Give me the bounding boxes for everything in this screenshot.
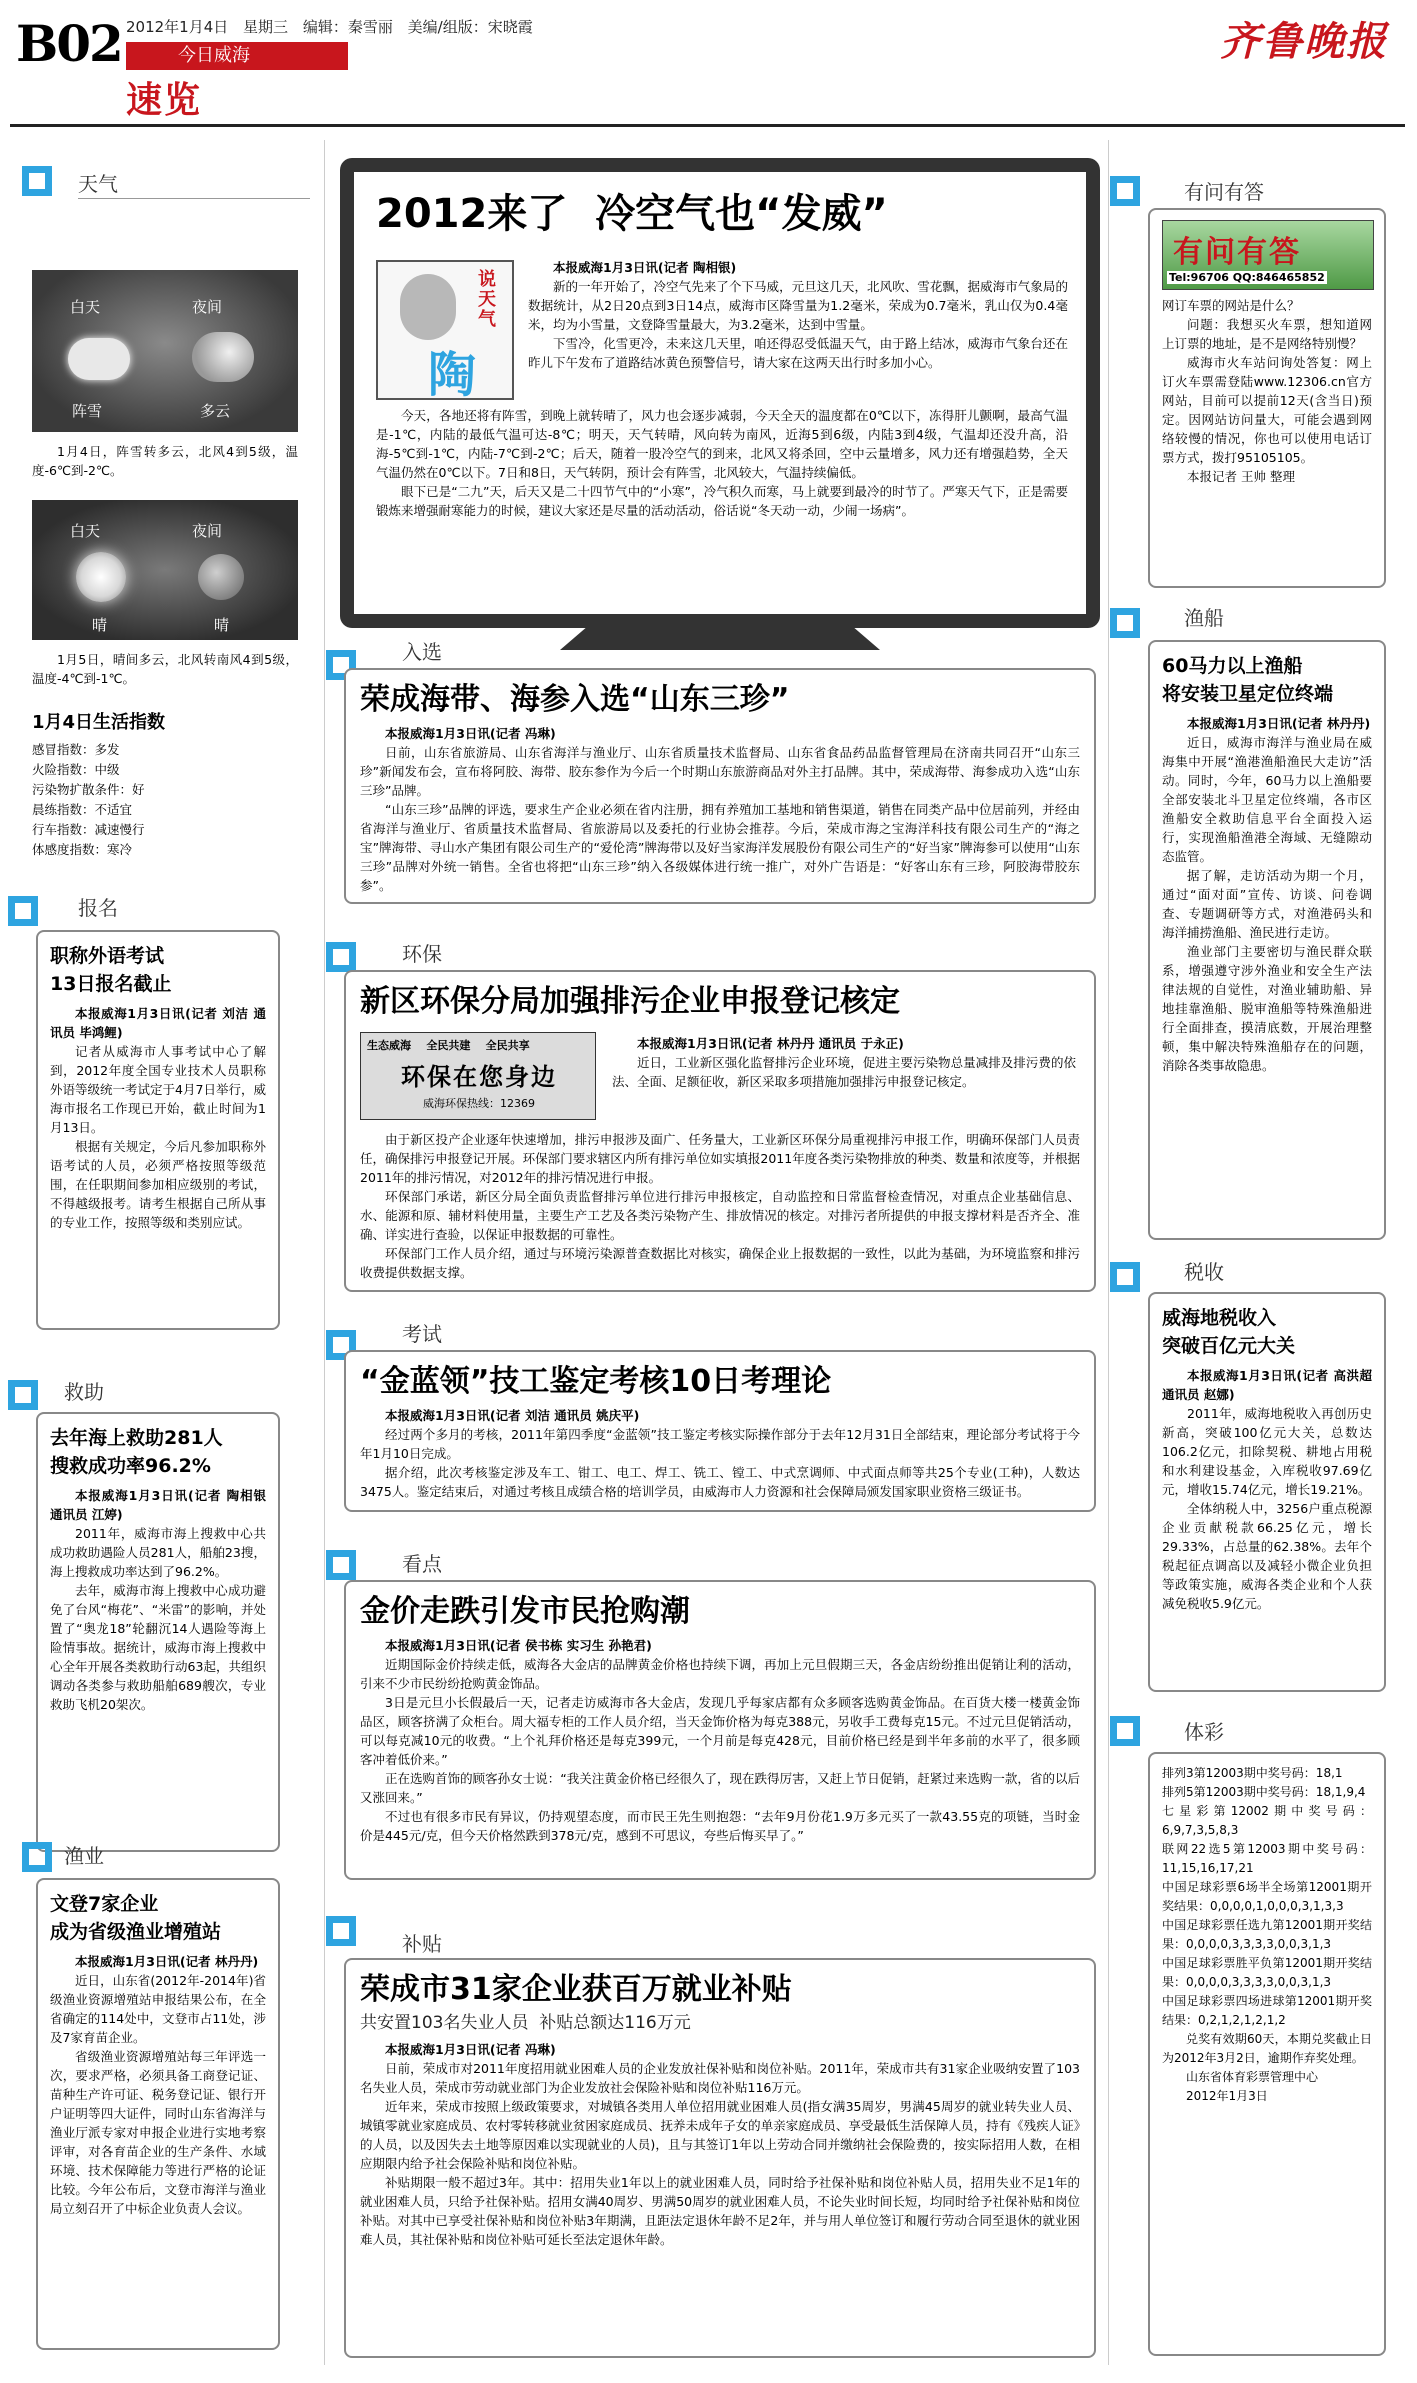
fishery-section-label: 渔业 [64,1844,104,1868]
tax-paragraph: 2011年，威海地税收入再创历史新高，突破100亿元大关，总数达106.2亿元，扣除契税、耕地占用税和水利建设基金，入库税收97.69亿元，增收15.74亿元，增长19.21%。 [1162,1406,1372,1497]
lead-frame-stand [560,628,880,650]
header-info [126,16,533,37]
weather-section-rule [78,198,310,199]
tax-paragraph: 全体纳税人中，3256户重点税源企业贡献税款66.25亿元，增长29.33%，占总量的62.38%。去年个税起征点调高以及减轻小微企业负担等政策实施，威海各类企业和个人获减免税收5.9亿元。 [1162,1501,1372,1611]
newspaper-logo: 齐鲁晚报 [1220,18,1388,65]
boat-body [1162,714,1372,1075]
day-condition: 阵雪 [72,402,103,420]
subsidy-paragraph: 日前，荣成市对2011年度招用就业困难人员的企业发放社保补贴和岗位补贴。2011年，荣成市共有31家企业吸纳安置了103名失业人员，荣成市劳动就业部门为企业发放社会保险补贴和岗位补贴116万元。 [360,2061,1080,2095]
day-condition: 晴 [92,616,108,634]
boat-headline-2: 将安装卫星定位终端 [1162,683,1334,705]
gold-paragraph: 正在选购首饰的顾客孙女士说：“我关注黄金价格已经很久了，现在跌得厉害，又赶上节日促销，赶紧过来选购一款，省的以后又涨回来。” [360,1771,1080,1805]
env-banner-main: 环保在您身边 [401,1063,557,1091]
blue-square-icon [8,896,38,926]
lead-logo [376,260,514,403]
issue-weekday: 星期三 [243,18,289,36]
blue-square-icon [326,1550,356,1580]
designer-credit: 美编/组版：宋晓霞 [407,18,533,36]
lottery-date: 2012年1月3日 [1186,2089,1268,2103]
blue-square-icon [1110,176,1140,206]
tax-article [1148,1292,1386,1692]
blue-square-icon [1110,1716,1140,1746]
subsidy-paragraph: 近年来，荣成市按照上级政策要求，对城镇各类用人单位招用就业困难人员(指女满35周岁，男满45周岁的就业转失业人员、城镇零就业家庭成员、农村零转移就业贫困家庭成员、抚养未成年子女的单亲家庭成员、享受最低生活保障人员，持有《残疾人证》的人员，以及因失去土地等原因难以实现就业的人员)，且与其签订1年以上劳动合同并缴纳社会保险费的，按实际招用人数，在相应期限内给予社会保险补贴和岗位补贴。 [360,2099,1080,2171]
env-banner-sub: 威海环保热线：12369 [423,1097,535,1110]
selection-body [360,724,1080,895]
tax-section-label: 税收 [1184,1260,1224,1284]
gold-byline: 本报威海1月3日讯(记者 侯书栋 实习生 孙艳君) [385,1638,652,1653]
rescue-headline-1: 去年海上救助281人 [50,1427,223,1449]
subsidy-paragraph: 补贴期限一般不超过3年。其中：招用失业1年以上的就业困难人员，同时给予社保补贴和岗位补贴人员，招用失业不足1年的就业困难人员，只给予社保补贴。招用女满40周岁、男满50周岁的就业困难人员，不论失业时间长短，均同时给予社保补贴和岗位补贴。对其中已享受社保补贴和岗位补贴3年期满，且距法定退休年龄不足2年，并与用人单位签订和履行劳动合同至退休的就业困难人员，其社保补贴和岗位补贴可延长至法定退休年龄。 [360,2175,1080,2247]
subsidy-headline: 荣成市31家企业获百万就业补贴 [360,1972,792,2007]
lead-paragraph: 今天，各地还将有阵雪，到晚上就转晴了，风力也会逐步减弱，今天全天的温度都在0℃以下，冻得肝儿颤啊，最高气温是-1℃，内陆的最低气温可达-8℃；明天，天气转晴，风向转为南风，近海5到6级，内陆3到4级，气温却还没升高，沿海-5℃到-1℃，内陆-7℃到-2℃；后天，随着一股冷空气的到来，北风又将杀回，空中云量增多，风力还有增强趋势，全天气温仍然在0℃以下。7日和8日，天气转阴，预计会有阵雪，北风较大，气温持续偏低。 [376,408,1068,480]
lead-logo-text1: 说天气 [478,269,496,330]
snow-cloud-icon [68,338,130,380]
subsidy-subhead: 共安置103名失业人员 补贴总额达116万元 [360,2013,691,2033]
env-paragraph: 由于新区投产企业逐年快速增加，排污申报涉及面广、任务量大，工业新区环保分局重视排污申报工作，明确环保部门人员责任，确保排污申报登记开展。环保部门要求辖区内所有排污单位如实填报2011年度各类污染物排放的种类、数量和浓度等，并根据2011年的排污情况，对2012年的排污情况进行申报。 [360,1132,1080,1185]
fishery-article [36,1878,280,2350]
column-divider-right [1108,140,1109,2365]
cloudy-moon-icon [192,332,254,382]
rescue-article [36,1412,280,1852]
tax-body [1162,1366,1372,1613]
header-rule [10,124,1405,127]
env-banner-top: 生态威海 全民共建 全民共享 [367,1039,530,1052]
qa-logo-tel: Tel:96706 QQ:846465852 [1169,271,1325,284]
subsidy-article [344,1958,1096,2358]
selection-paragraph: “山东三珍”品牌的评选，要求生产企业必须在省内注册，拥有养殖加工基地和销售渠道，销售在同类产品中位居前列，并经由省海洋与渔业厅、省质量技术监督局、省旅游局以及委托的行业协会推荐。今后，荣成市海之宝海洋科技有限公司生产的“海之宝”牌海带、寻山水产集团有限公司生产的“爱伦湾”牌海带以及好当家海洋发展股份有限公司生产的“好当家”牌海参可以使用“山东三珍”品牌对外统一销售。全省也将把“山东三珍”纳入各级媒体进行统一推广，对外广告语是：“好客山东有三珍，阿胶海带胶东参”。 [360,802,1080,893]
exam-headline: “金蓝领”技工鉴定考核10日考理论 [360,1364,832,1399]
signup-article [36,930,280,1330]
rescue-body [50,1486,266,1714]
selection-byline: 本报威海1月3日讯(记者 冯琳) [385,726,556,741]
env-headline: 新区环保分局加强排污企业申报登记核定 [360,984,900,1019]
boat-article [1148,640,1386,1240]
lottery-article [1148,1752,1386,2356]
exam-paragraph: 经过两个多月的考核，2011年第四季度“金蓝领”技工鉴定考核实际操作部分于去年12月31日全部结束，理论部分考试将于今年1月10日完成。 [360,1427,1080,1461]
lottery-result: 联网22选5第12003期中奖号码：11,15,16,17,21 [1162,1842,1372,1875]
gold-article [344,1580,1096,1880]
night-label: 夜间 [192,522,223,540]
editor-credit: 编辑：秦雪丽 [302,18,393,36]
lottery-result: 排列3第12003期中奖号码：18,1 [1162,1766,1343,1780]
qa-signature: 本报记者 王帅 整理 [1187,469,1295,484]
lottery-result: 排列5第12003期中奖号码：18,1,9,4 [1162,1785,1366,1799]
signup-headline-2: 13日报名截止 [50,973,172,995]
life-index-item: 火险指数：中级 [32,762,120,777]
rescue-paragraph: 去年，威海市海上搜救中心成功避免了台风“梅花”、“米雷”的影响，并处置了“奥龙18”轮翻沉14人遇险等海上险情事故。据统计，威海市海上搜救中心全年开展各类救助行动63起，共组织调动各类参与救助船舶689艘次，专业救助飞机20架次。 [50,1583,266,1712]
lottery-body [1162,1764,1372,2106]
subsidy-section-label: 补贴 [402,1932,442,1956]
subsidy-byline: 本报威海1月3日讯(记者 冯琳) [385,2042,556,2057]
gold-paragraph: 不过也有很多市民有异议，仍持观望态度，而市民王先生则抱怨：“去年9月份花1.9万多元买了一款43.55克的项链，当时金价是445元/克，但今天价格然跌到378元/克，感到不可思议，夸些后悔买早了。” [360,1809,1080,1843]
rescue-byline: 本报威海1月3日讯(记者 陶相银 通讯员 江婷) [50,1488,266,1522]
weather-panel-day2 [32,500,298,640]
blue-square-icon [326,942,356,972]
life-index-title: 1月4日生活指数 [32,712,166,733]
selection-headline: 荣成海带、海参入选“山东三珍” [360,682,790,717]
env-article [344,970,1096,1292]
boat-byline: 本报威海1月3日讯(记者 林丹丹) [1187,716,1371,731]
exam-body [360,1406,1080,1501]
selection-article [344,668,1096,904]
exam-byline: 本报威海1月3日讯(记者 刘洁 通讯员 姚庆平) [385,1408,640,1423]
signup-byline: 本报威海1月3日讯(记者 刘洁 通讯员 毕鸿鲤) [50,1006,266,1040]
blue-square-icon [22,166,52,196]
fishery-paragraph: 省级渔业资源增殖站每三年评选一次，要求严格，必须具备工商登记证、苗种生产许可证、税务登记证、银行开户证明等四大证件，同时山东省海洋与渔业厅派专家对申报企业进行实地考察评审，对各育苗企业的生产条件、水域环境、技术保障能力等进行严格的论证比较。今年公布后，文登市海洋与渔业局立刻召开了中标企业负责人会议。 [50,2049,266,2216]
lottery-result: 七星彩第12002期中奖号码：6,9,7,3,5,8,3 [1162,1804,1372,1837]
lead-bottom-body [376,406,1068,520]
qa-paragraph: 问题：我想买火车票，想知道网上订票的地址，是不是网络特别慢？ [1162,317,1372,351]
fishery-headline-2: 成为省级渔业增殖站 [50,1921,222,1943]
lottery-result: 中国足球彩票6场半全场第12001期开奖结果：0,0,0,0,1,0,0,0,3,1,3,3 [1162,1880,1372,1913]
weather-caption-day2: 1月5日，晴间多云，北风转南风4到5级，温度-4℃到-1℃。 [32,652,298,686]
day-label: 白天 [70,298,101,316]
selection-section-label: 入选 [402,640,442,664]
night-label: 夜间 [192,298,223,316]
lead-top-body [528,258,1068,372]
boat-headline-1: 60马力以上渔船 [1162,655,1303,677]
blue-square-icon [22,1842,52,1872]
gold-body [360,1636,1080,1845]
blue-square-icon [326,1916,356,1946]
gold-paragraph: 近期国际金价持续走低，威海各大金店的品牌黄金价格也持续下调，再加上元旦假期三天，各金店纷纷推出促销让利的活动，引来不少市民纷纷抢购黄金饰品。 [360,1657,1080,1691]
life-index-item: 体感度指数：寒冷 [32,842,133,857]
tax-byline: 本报威海1月3日讯(记者 高洪超 通讯员 赵娜) [1162,1368,1372,1402]
lead-byline: 本报威海1月3日讯(记者 陶相银) [553,260,737,275]
lead-paragraph: 新的一年开始了，冷空气先来了个下马威，元旦这几天，北风吹、雪花飘，据威海市气象局的数据统计，从2日20点到3日14点，威海市区降雪量为1.2毫米，荣成为0.7毫米，乳山仅为0.4毫米，均为小雪量，文登降雪量最大，为3.2毫米，达到中雪量。 [528,279,1068,332]
signup-section-label: 报名 [78,896,118,920]
sun-icon [76,552,126,602]
fishery-body [50,1952,266,2218]
subsidy-body [360,2040,1080,2249]
section-title: 速览 [126,80,203,121]
env-bottom-body [360,1130,1080,1282]
issue-date: 2012年1月4日 [126,18,229,36]
rescue-paragraph: 2011年，威海市海上搜救中心共成功救助遇险人员281人，船舶23搜，海上搜救成功率达到了96.2%。 [50,1526,266,1579]
page-number: B02 [16,14,122,73]
lead-frame [340,158,1100,628]
qa-section-label: 有问有答 [1184,180,1264,204]
env-banner [360,1032,596,1120]
column-tag: 今日威海 [126,42,348,70]
day-label: 白天 [70,522,101,540]
qa-paragraph: 威海市火车站问询处答复：网上订火车票需登陆www.12306.cn官方网站，目前可以提前12天(含当日)预定。因网站访问量大，可能会遇到网络较慢的情况，你也可以使用电话订票方式，拨打95105105。 [1162,355,1372,465]
qa-body [1162,296,1372,486]
exam-section-label: 考试 [402,1322,442,1346]
boat-paragraph: 近日，威海市海洋与渔业局在威海集中开展“渔港渔船渔民大走访”活动。同时，今年，60马力以上渔船要全部安装北斗卫星定位终端，各市区渔船安全救助信息平台全面投入运行，实现渔船渔港全海域、无缝隙动态监管。 [1162,735,1372,864]
lottery-issuer: 山东省体育彩票管理中心 [1186,2070,1319,2084]
lead-headline: 2012来了 冷空气也“发威” [376,191,888,237]
qa-logo-text: 有问有答 [1173,235,1301,270]
fishery-byline: 本报威海1月3日讯(记者 林丹丹) [75,1954,259,1969]
selection-paragraph: 日前，山东省旅游局、山东省海洋与渔业厅、山东省质量技术监督局、山东省食品药品监督管理局在济南共同召开“山东三珍”新闻发布会，宣布将阿胶、海带、胶东参作为今后一个时期山东旅游商品对外主打品牌。其中，荣成海带、海参成功入选“山东三珍”品牌。 [360,745,1080,798]
exam-article [344,1350,1096,1512]
lottery-result: 中国足球彩票胜平负第12001期开奖结果：0,0,0,0,3,3,3,3,0,0,3,1,3 [1162,1956,1372,1989]
lottery-note: 兑奖有效期60天，本期兑奖截止日为2012年3月2日，逾期作弃奖处理。 [1162,2032,1372,2065]
rescue-section-label: 救助 [64,1380,104,1404]
env-paragraph: 近日，工业新区强化监督排污企业环境，促进主要污染物总量减排及排污费的依法、全面、足额征收，新区采取多项措施加强排污申报登记核定。 [612,1055,1076,1089]
moon-icon [198,554,244,600]
night-condition: 多云 [200,402,231,420]
env-byline: 本报威海1月3日讯(记者 林丹丹 通讯员 于永正) [637,1036,904,1051]
boat-paragraph: 渔业部门主要密切与渔民群众联系，增强遵守涉外渔业和安全生产法律法规的自觉性，对渔业辅助船、异地挂靠渔船、脱审渔船等特殊渔船进行全面排查，摸清底数，开展治理整顿，集中解决特殊渔船存在的问题，消除各类事故隐患。 [1162,944,1372,1073]
gold-headline: 金价走跌引发市民抢购潮 [360,1594,690,1629]
env-paragraph: 环保部门工作人员介绍，通过与环境污染源普查数据比对核实，确保企业上报数据的一致性，以此为基础，为环境监察和排污收费提供数据支撑。 [360,1246,1080,1280]
qa-question-title: 网订车票的网站是什么？ [1162,298,1300,313]
life-index-item: 行车指数：减速慢行 [32,822,145,837]
life-index-item: 感冒指数：多发 [32,742,120,757]
boat-section-label: 渔船 [1184,606,1224,630]
lead-logo-text2: 陶 [428,347,477,403]
env-top-body [612,1034,1076,1091]
life-index-list [32,740,298,860]
signup-paragraph: 根据有关规定，今后凡参加职称外语考试的人员，必须严格按照等级范围，在任职期间参加相应级别的考试，不得越级报考。请考生根据自己所从事的专业工作，按照等级和类别应试。 [50,1139,266,1230]
qa-article [1148,208,1386,588]
fishery-paragraph: 近日，山东省(2012年-2014年)省级渔业资源增殖站申报结果公布，在全省确定的114处中，文登市占11处，涉及7家育苗企业。 [50,1973,266,2045]
signup-body [50,1004,266,1232]
exam-paragraph: 据介绍，此次考核鉴定涉及车工、钳工、电工、焊工、铣工、镗工、中式烹调师、中式面点师等共25个专业(工种)，人数达3475人。鉴定结束后，对通过考核且成绩合格的培训学员，由威海市人力资源和社会保障局颁发国家职业资格三级证书。 [360,1465,1080,1499]
env-section-label: 环保 [402,942,442,966]
blue-square-icon [1110,1262,1140,1292]
boat-paragraph: 据了解，走访活动为期一个月，通过“面对面”宣传、访谈、问卷调查、专题调研等方式，对渔港码头和海洋捕捞渔船、渔民进行走访。 [1162,868,1372,940]
night-condition: 晴 [214,616,230,634]
lead-paragraph: 眼下已是“二九”天，后天又是二十四节气中的“小寒”，冷气积久而寒，马上就要到最冷的时节了。严寒天气下，正是需要锻炼来增强耐寒能力的时候，建议大家还是尽量的活动活动，俗话说“冬天动一动，少闹一场病”。 [376,484,1068,518]
lottery-result: 中国足球彩票任选九第12001期开奖结果：0,0,0,0,3,3,3,3,0,0,3,1,3 [1162,1918,1372,1951]
gold-paragraph: 3日是元旦小长假最后一天，记者走访威海市各大金店，发现几乎每家店都有众多顾客选购黄金饰品。在百货大楼一楼黄金饰品区，顾客挤满了众柜台。周大福专柜的工作人员介绍，当天金饰价格为每克388元，另收手工费每克15元。不过元旦促销活动，可以每克减10元的收费。“上个礼拜价格还是每克399元，一个月前是每克428元，目前价格已经是到半年多前的水平了，很多顾客冲着低价来。” [360,1695,1080,1767]
gold-section-label: 看点 [402,1552,442,1576]
life-index-item: 污染物扩散条件：好 [32,782,145,797]
env-paragraph: 环保部门承诺，新区分局全面负责监督排污单位进行排污申报核定，自动监控和日常监督检查情况，对重点企业基础信息、水、能源和原、辅材料使用量，主要生产工艺及各类污染物产生、排放情况的核定。对排污者所提供的申报支撑材料是否齐全、准确、详实进行查验，以保证申报数据的可靠性。 [360,1189,1080,1242]
signup-paragraph: 记者从威海市人事考试中心了解到，2012年度全国专业技术人员职称外语等级统一考试定于4月7日举行，威海市报名工作现已开始，截止时间为1月13日。 [50,1044,266,1135]
page-header [0,0,1417,130]
weather-caption-day1: 1月4日，阵雪转多云，北风4到5级，温度-6℃到-2℃。 [32,444,298,478]
tax-headline-2: 突破百亿元大关 [1162,1335,1296,1357]
blue-square-icon [1110,608,1140,638]
signup-headline-1: 职称外语考试 [50,945,165,967]
life-index-item: 晨练指数：不适宜 [32,802,133,817]
reporter-avatar [400,274,456,340]
qa-logo [1162,220,1374,290]
lottery-section-label: 体彩 [1184,1720,1224,1744]
weather-section-label: 天气 [78,172,118,196]
rescue-headline-2: 搜救成功率96.2% [50,1455,211,1477]
lead-paragraph: 下雪冷，化雪更冷，未来这几天里，咱还得忍受低温天气，由于路上结冰，威海市气象台还在昨儿下午发布了道路结冰黄色预警信号，请大家在这两天出行时多加小心。 [528,336,1068,370]
weather-panel-day1 [32,270,298,432]
blue-square-icon [8,1380,38,1410]
lottery-result: 中国足球彩票四场进球第12001期开奖结果：0,2,1,2,1,2,1,2 [1162,1994,1372,2027]
tax-headline-1: 威海地税收入 [1162,1307,1277,1329]
column-divider-left [324,140,325,2365]
fishery-headline-1: 文登7家企业 [50,1893,159,1915]
